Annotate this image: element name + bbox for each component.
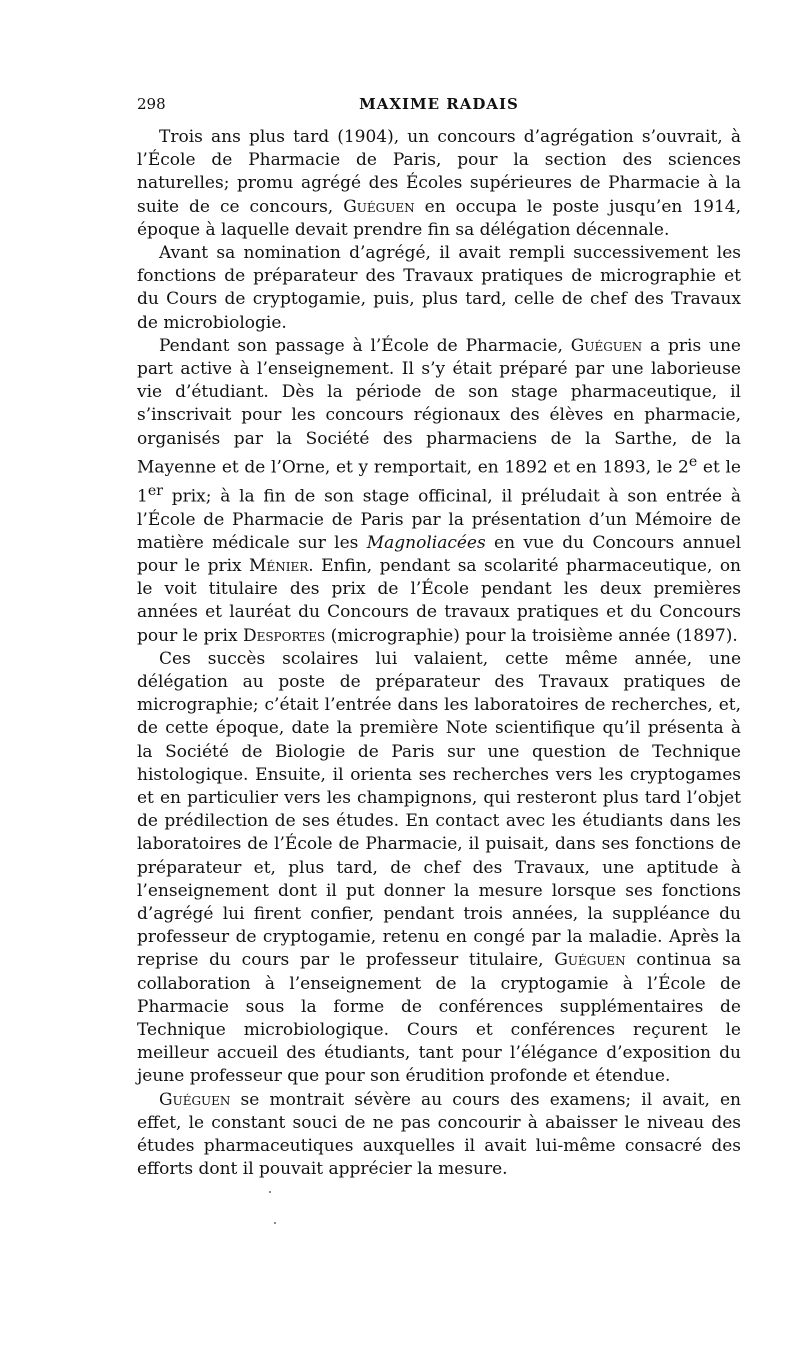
ordinal-number: 1 [137, 486, 148, 507]
author-name: Guéguen [343, 196, 415, 217]
paragraph-5-text-1: se montrait sévère au cours des examens; il avait, en effet, le constant souci de ne pas concourir à abaisser le niveau des études pharmaceutiques auxquelles il avait lui-même consacré des efforts dont il pouvait apprécier la mesure. [137, 1089, 741, 1180]
paragraph-3-text-5: en vue du Concours annuel pour le prix [137, 532, 741, 576]
paragraph-3-text-3: et le [697, 457, 741, 478]
paragraph-1-text-1: Trois ans plus tard (1904), un concours d’agrégation s’ouvrait, à l’École de Pharmacie de Paris, pour la section des sciences naturelles; promu agrégé des Écoles supérieures de Pharmacie à la suite de ce concours, [137, 127, 741, 217]
prize-name: Ménier [249, 555, 309, 576]
paragraph-3 [137, 335, 741, 648]
paragraph-3-text-1: Pendant son passage à l’École de Pharmacie, [159, 335, 571, 356]
italic-term: Magnoliacées [366, 532, 486, 553]
paragraph-4-text-1: Ces succès scolaires lui valaient, cette même année, une délégation au poste de préparateur des Travaux pratiques de micrographie; c’était l’entrée dans les laboratoires de recherches, et, de cette époque, date la première Note scientifique qu’il présenta à la Société de Biologie de Paris sur une question de Technique histologique. Ensuite, il orienta ses recherches vers les cryptogames et en particulier vers les champignons, qui resteront plus tard l’objet de prédilection de ses études. En contact avec les étudiants dans les laboratoires de l’École de Pharmacie, il puisait, dans ses fonctions de préparateur et, plus tard, de chef des Travaux, une aptitude à l’enseignement dont il put donner la mesure lorsque ses fonctions d’agrégé lui firent confier, pendant trois années, la suppléance du professeur de cryptogamie, retenu en congé par la maladie. Après la reprise du cours par le professeur titulaire, [137, 648, 741, 971]
ordinal-number: 2 [678, 457, 689, 478]
author-name: Guéguen [570, 335, 643, 356]
page-number: 298 [137, 95, 166, 113]
prize-name: Desportes [242, 625, 326, 646]
paragraph-2-text-1: Avant sa nomination d’agrégé, il avait rempli successivement les fonctions de préparateur des Travaux pratiques de micrographie et du Cours de cryptogamie, puis, plus tard, celle de chef des Travaux de microbiologie. [137, 243, 741, 333]
paragraph-2 [137, 242, 741, 335]
ink-speck [269, 1191, 271, 1193]
running-head [137, 92, 741, 122]
paragraph-3-text-2: a pris une part active à l’enseignement. Il s’y était préparé par une laborieuse vie d’étudiant. Dès la période de son stage pharmaceutique, il s’inscrivait pour les concours régionaux des élèves en pharmacie, organisés par la Société des pharmaciens de la Sarthe, de la Mayenne et de l’Orne, et y remportait, en 1892 et en 1893, le [137, 335, 741, 478]
paragraph-4-text-2: continua sa collaboration à l’enseignement de la cryptogamie à l’École de Pharmacie sous la forme de conférences supplémentaires de Technique microbiologique. Cours et conférences reçurent le meilleur accueil des étudiants, tant pour l’élégance d’exposition du jeune professeur que pour son érudition profonde et étendue. [137, 950, 741, 1087]
running-title: MAXIME RADAIS [359, 95, 519, 113]
paragraph-5 [137, 1089, 741, 1182]
paragraph-4 [137, 648, 741, 1089]
ink-speck [274, 1222, 276, 1224]
document-page [137, 92, 741, 1181]
paragraph-1 [137, 126, 741, 242]
author-name: Guéguen [554, 950, 626, 971]
paragraph-3-text-4: prix; à la fin de son stage officinal, il préludait à son entrée à l’École de Pharmacie de Paris par la présentation d’un Mémoire de matière médicale sur les [137, 486, 741, 553]
paragraph-3-text-6: . Enfin, pendant sa scolarité pharmaceutique, on le voit titulaire des prix de l’École pendant les deux premières années et lauréat du Concours de travaux pratiques et du Concours pour le prix [137, 555, 742, 646]
ordinal-suffix: er [147, 482, 163, 499]
paragraph-1-text-2: en occupa le poste jusqu’en 1914, époque à laquelle devait prendre fin sa délégation décennale. [137, 196, 742, 240]
author-name: Guéguen [159, 1089, 231, 1110]
paragraph-3-text-7: (micrographie) pour la troisième année (1897). [325, 625, 738, 646]
ordinal-suffix: e [688, 453, 698, 470]
